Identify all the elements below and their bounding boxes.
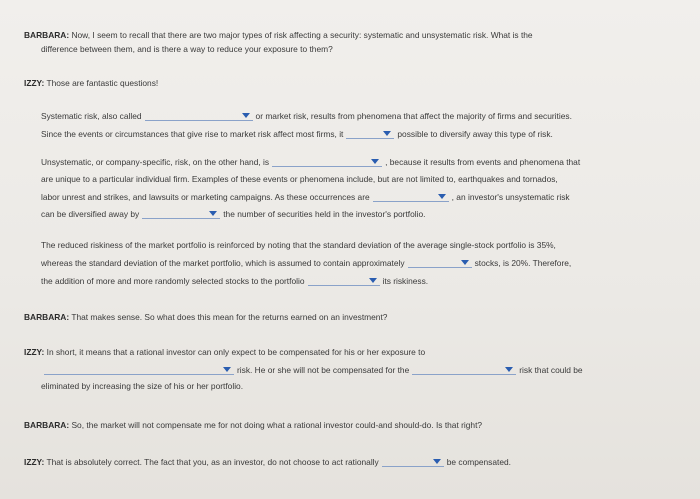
text: its riskiness.: [382, 276, 429, 286]
dropdown-arrow-icon: [438, 194, 446, 199]
dropdown-arrow-icon: [223, 367, 231, 372]
text: labor unrest and strikes, and lawsuits or marketing campaigns. As these occurrences are: [41, 192, 370, 202]
dropdown-uncompensated-risk[interactable]: [412, 365, 516, 375]
barbara-returns-line: [24, 312, 387, 323]
barbara-question-line-2: [41, 44, 333, 55]
text: Since the events or circumstances that give rise to market risk affect most firms, it: [41, 129, 344, 139]
text: In short, it means that a rational investor can only expect to be compensated for his or her exposure to: [46, 347, 426, 357]
barbara-question-line-1: [24, 30, 533, 41]
speaker-barbara: BARBARA:: [24, 420, 70, 430]
text: risk. He or she will not be compensated for the: [237, 365, 410, 375]
dropdown-will-not-be[interactable]: [382, 457, 444, 467]
text: , because it results from events and phenomena that: [385, 157, 581, 167]
text: stocks, is 20%. Therefore,: [474, 258, 572, 268]
dropdown-arrow-icon: [369, 278, 377, 283]
unsystematic-line-1: [41, 157, 580, 168]
dropdown-systematic-alias[interactable]: [145, 111, 253, 121]
text: That makes sense. So what does this mean for the returns earned on an investment?: [71, 312, 388, 322]
text: The reduced riskiness of the market portfolio is reinforced by noting that the standard deviation of the average single-stock portfolio is 35%,: [41, 240, 556, 250]
dropdown-stock-count[interactable]: [408, 258, 472, 268]
izzy-correct-line: [24, 457, 511, 468]
izzy-short-line-2: [41, 365, 583, 376]
market-portfolio-line-2: [41, 258, 571, 269]
dropdown-arrow-icon: [209, 211, 217, 216]
izzy-short-line-1: [24, 347, 425, 358]
text: possible to diversify away this type of risk.: [397, 129, 553, 139]
text: , an investor's unsystematic risk: [451, 192, 570, 202]
unsystematic-line-3: [41, 192, 570, 203]
reply-text: Those are fantastic questions!: [46, 78, 159, 88]
text: or market risk, results from phenomena that affect the majority of firms and securities.: [255, 111, 572, 121]
text: can be diversified away by: [41, 209, 140, 219]
systematic-line-1: [41, 111, 572, 122]
question-text-cont: difference between them, and is there a way to reduce your exposure to them?: [41, 44, 333, 54]
dropdown-diversified-by[interactable]: [142, 209, 220, 219]
speaker-barbara: BARBARA:: [24, 312, 70, 322]
dropdown-compensated-risk[interactable]: [44, 365, 234, 375]
text: be compensated.: [446, 457, 512, 467]
question-text: Now, I seem to recall that there are two major types of risk affecting a security: systematic and unsystematic risk. What is the: [71, 30, 533, 40]
text: risk that could be: [519, 365, 583, 375]
text: So, the market will not compensate me for not doing what a rational investor could-and should-do. Is that right?: [71, 420, 483, 430]
speaker-izzy: IZZY:: [24, 457, 45, 467]
barbara-compensation-line: [24, 420, 482, 431]
text: whereas the standard deviation of the market portfolio, which is assumed to contain approximately: [41, 258, 405, 268]
dropdown-riskiness-effect[interactable]: [308, 276, 380, 286]
dropdown-arrow-icon: [383, 131, 391, 136]
text: eliminated by increasing the size of his or her portfolio.: [41, 381, 244, 391]
dropdown-occurrences[interactable]: [373, 192, 449, 202]
dropdown-arrow-icon: [242, 113, 250, 118]
dropdown-arrow-icon: [461, 260, 469, 265]
unsystematic-line-4: [41, 209, 425, 220]
text: the number of securities held in the investor's portfolio.: [223, 209, 426, 219]
dropdown-arrow-icon: [433, 459, 441, 464]
market-portfolio-line-1: [41, 240, 556, 251]
izzy-short-line-3: [41, 381, 243, 392]
dropdown-unsystematic-type[interactable]: [272, 157, 382, 167]
text: Systematic risk, also called: [41, 111, 142, 121]
text: the addition of more and more randomly selected stocks to the portfolio: [41, 276, 305, 286]
text: Unsystematic, or company-specific, risk, on the other hand, is: [41, 157, 270, 167]
text: are unique to a particular individual firm. Examples of these events or phenomena include, but are not limited to, earthquakes and tornados,: [41, 174, 558, 184]
speaker-barbara: BARBARA:: [24, 30, 70, 40]
speaker-izzy: IZZY:: [24, 78, 45, 88]
dropdown-arrow-icon: [371, 159, 379, 164]
market-portfolio-line-3: [41, 276, 428, 287]
dropdown-possible[interactable]: [346, 129, 394, 139]
unsystematic-line-2: [41, 174, 558, 185]
systematic-line-2: [41, 129, 553, 140]
izzy-reply-line: [24, 78, 158, 89]
dropdown-arrow-icon: [505, 367, 513, 372]
speaker-izzy: IZZY:: [24, 347, 45, 357]
text: That is absolutely correct. The fact that you, as an investor, do not choose to act rationally: [46, 457, 379, 467]
